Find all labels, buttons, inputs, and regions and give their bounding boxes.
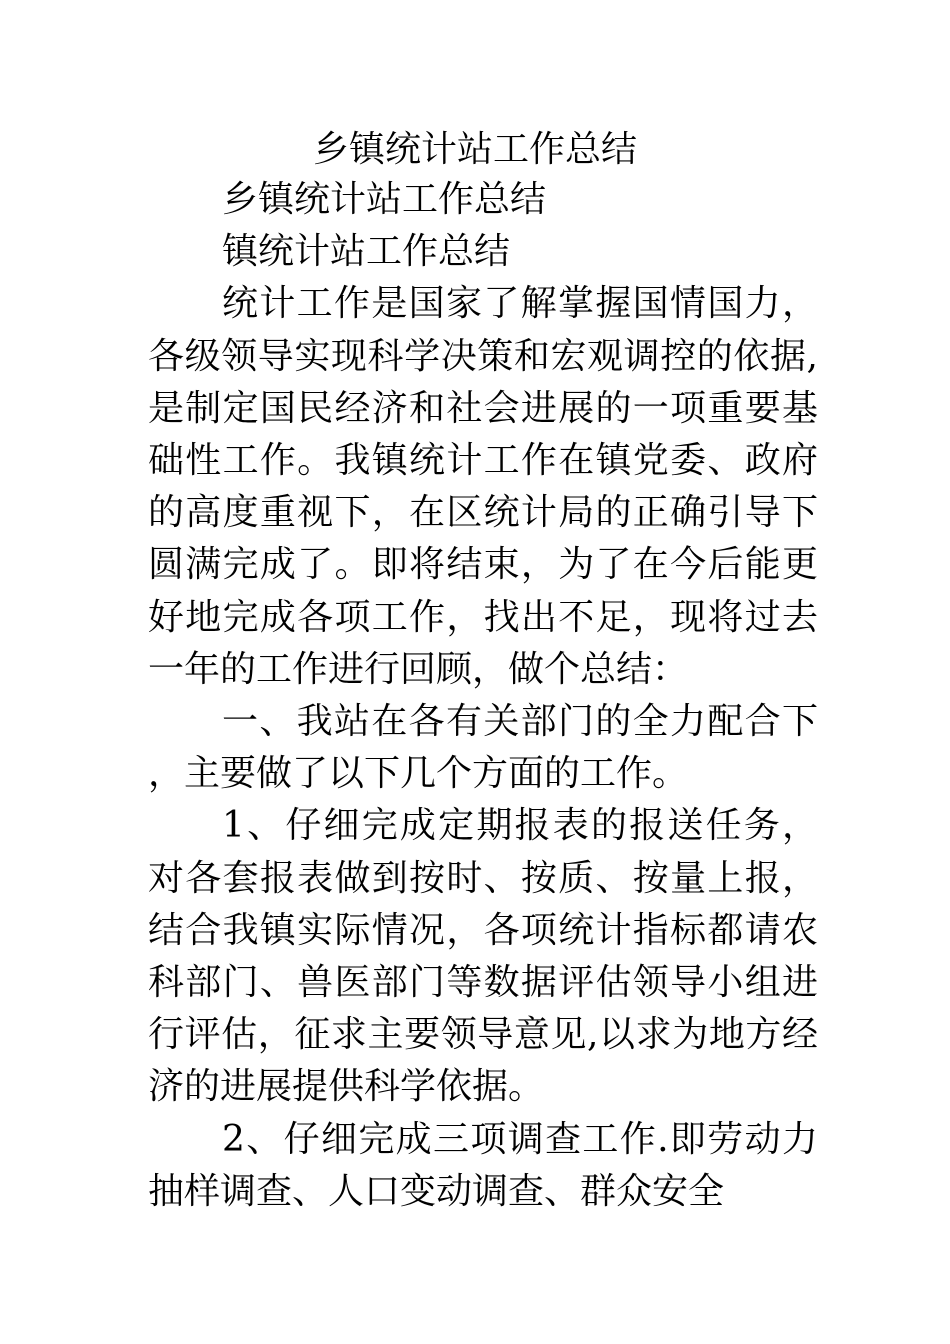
document-body [148,174,818,1218]
paragraph-subtitle: 乡镇统计站工作总结 [222,179,547,220]
paragraph-item-one: 1、仔细完成定期报表的报送任务，对各套报表做到按时、按质、按量上报，结合我镇实际情况，各项统计指标都请农科部门、兽医部门等数据评估领导小组进行评估，征求主要领导意见,以求为地方经济的进展提供科学依据。 [148,805,818,1108]
paragraph-section-one: 一、我站在各有关部门的全力配合下，主要做了以下几个方面的工作。 [148,701,818,795]
paragraph-heading: 镇统计站工作总结 [222,231,511,273]
document-title: 乡镇统计站工作总结 [312,129,637,170]
paragraph-intro: 统计工作是国家了解掌握国情国力，各级领导实现科学决策和宏观调控的依据,是制定国民经济和社会进展的一项重要基础性工作。我镇统计工作在镇党委、政府的高度重视下，在区统计局的正确引导下圆满完成了。即将结束，为了在今后能更好地完成各项工作，找出不足，现将过去一年的工作进行回顾，做个总结： [148,283,818,690]
paragraph-item-two: 2、仔细完成三项调查工作.即劳动力抽样调查、人口变动调查、群众安全 [148,1118,818,1212]
